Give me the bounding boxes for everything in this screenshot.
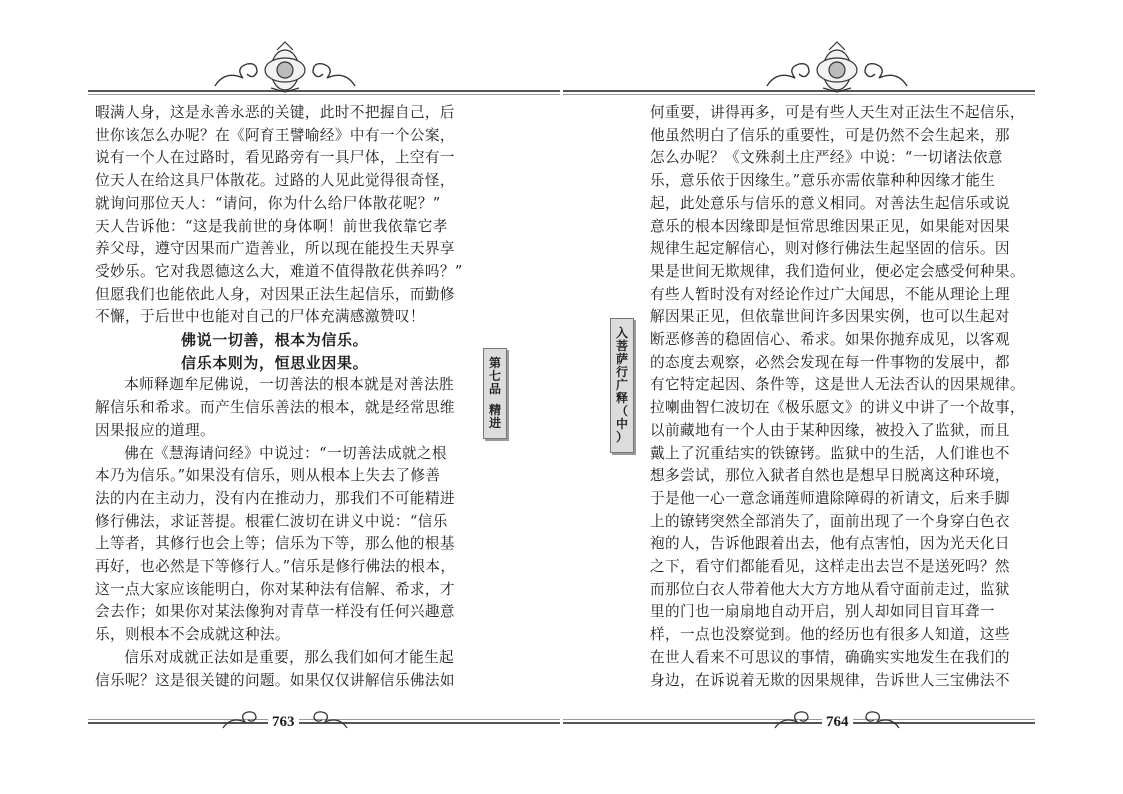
text-line: 说有一个人在过路时，看见路旁有一具尸体，上空有一 bbox=[95, 149, 455, 167]
cloud-scroll-icon bbox=[313, 64, 355, 86]
text-line: 样，一点也没察觉到。他的经历也有很多人知道，这些 bbox=[650, 626, 1010, 644]
text-line: 不懈，于后世中也能对自己的尸体充满感激赞叹！ bbox=[95, 308, 425, 326]
text-line: 果是世间无欺规律，我们造何业，便必定会感受何种果。 bbox=[650, 262, 1025, 280]
lotus-flower-icon bbox=[265, 42, 305, 92]
text-line: 何重要，讲得再多，可是有些人天生对正法生不起信乐， bbox=[650, 104, 1025, 121]
text-line: 乐，则根本不会成就这种法。 bbox=[95, 626, 290, 644]
text-line: 以前藏地有一个人由于某种因缘，被投入了监狱，而且 bbox=[650, 421, 1010, 439]
text-line: 天人告诉他：“这是我前世的身体啊！前世我依靠它孝 bbox=[95, 217, 448, 235]
left-page-body bbox=[95, 102, 475, 692]
side-tab-char: 精 bbox=[488, 403, 501, 417]
text-line: 起，此处意乐与信乐的意义相同。对善法生起信乐或说 bbox=[650, 194, 1010, 212]
verse-line: 佛说一切善，根本为信乐。 bbox=[181, 331, 369, 350]
left-side-tab-chapter bbox=[483, 348, 507, 439]
text-line: 会去作；如果你对某法像狗对青草一样没有任何兴趣意 bbox=[95, 603, 455, 621]
text-line: 世你该怎么办呢？在《阿育王譬喻经》中有一个公案， bbox=[95, 126, 455, 144]
text-line: 有些人暂时没有对经论作过广大闻思，不能从理论上理 bbox=[650, 285, 1010, 303]
text-line: 他虽然明白了信乐的重要性，可是仍然不会生起来，那 bbox=[650, 126, 1010, 144]
side-tab-char: 中 bbox=[615, 417, 628, 431]
cloud-scroll-icon bbox=[767, 64, 809, 86]
text-line: 戴上了沉重结实的铁镣铐。监狱中的生活，人们谁也不 bbox=[650, 444, 1010, 462]
text-line: 这一点大家应该能明白，你对某种法有信解、希求，才 bbox=[95, 580, 455, 598]
side-tab-char: 入 bbox=[615, 326, 628, 340]
text-line: 养父母，遵守因果而广造善业，所以现在能投生天界享 bbox=[95, 240, 455, 258]
side-tab-char: 释 bbox=[615, 391, 628, 405]
side-tab-char: 第 bbox=[488, 356, 501, 370]
text-line: 上等者，其修行也会上等；信乐为下等，那么他的根基 bbox=[95, 535, 455, 553]
cloud-scroll-icon bbox=[314, 712, 347, 728]
text-line: 信乐呢？这是很关键的问题。如果仅仅讲解信乐佛法如 bbox=[95, 671, 455, 689]
text-line: 的态度去观察，必然会发现在每一件事物的发展中，都 bbox=[650, 353, 1010, 371]
text-line: 位天人在给这具尸体散花。过路的人见此觉得很奇怪， bbox=[95, 172, 455, 190]
text-line: 本乃为信乐。”如果没有信乐，则从根本上失去了修善 bbox=[95, 467, 441, 485]
text-line: 里的门也一扇扇地自动开启，别人却如同目盲耳聋一 bbox=[650, 603, 995, 621]
right-page-body bbox=[650, 102, 1030, 692]
right-page-number: 764 bbox=[822, 714, 853, 731]
text-line: 断恶修善的稳固信心、希求。如果你抛弃成见，以客观 bbox=[650, 331, 1010, 349]
text-line: 修行佛法，求证菩提。根霍仁波切在讲义中说：“信乐 bbox=[95, 512, 448, 530]
side-tab-char: 广 bbox=[615, 378, 628, 392]
verse-line: 信乐本则为，恒思业因果。 bbox=[181, 353, 369, 372]
text-line: 意乐的根本因缘即是恒常思维因果正见，如果能对因果 bbox=[650, 217, 1010, 235]
text-line: 但愿我们也能依此人身，对因果正法生起信乐，而勤修 bbox=[95, 285, 455, 303]
side-tab-char: 萨 bbox=[615, 352, 628, 366]
side-tab-char: 菩 bbox=[615, 339, 628, 353]
lotus-flower-icon bbox=[817, 42, 857, 92]
text-line: 规律生起定解信心，则对修行佛法生起坚固的信乐。因 bbox=[650, 240, 1010, 258]
text-line: 再好，也必然是下等修行人。”信乐是修行佛法的根本， bbox=[95, 558, 456, 576]
text-line: 暇满人身，这是永善永恶的关键，此时不把握自己，后 bbox=[95, 104, 455, 121]
side-tab-char: 品 bbox=[488, 382, 501, 396]
text-line: 有它特定起因、条件等，这是世人无法否认的因果规律。 bbox=[650, 376, 1025, 394]
side-tab-char: 进 bbox=[488, 416, 501, 430]
text-line: 就询问那位天人：“请问，你为什么给尸体散花呢？” bbox=[95, 194, 441, 212]
cloud-scroll-icon bbox=[865, 64, 907, 86]
right-header-ornament bbox=[757, 40, 917, 94]
cloud-scroll-icon bbox=[866, 712, 899, 728]
text-line: 身边，在诉说着无欺的因果规律，告诉世人三宝佛法不 bbox=[650, 671, 1010, 689]
side-tab-char: 七 bbox=[488, 369, 501, 383]
side-tab-char: 行 bbox=[615, 365, 628, 379]
text-line: 佛在《慧海请问经》中说过：“一切善法成就之根 bbox=[124, 444, 447, 462]
text-line: 而那位白衣人带着他大大方方地从看守面前走过，监狱 bbox=[650, 580, 1010, 598]
cloud-scroll-icon bbox=[215, 64, 257, 86]
left-page-number: 763 bbox=[268, 714, 299, 731]
text-line: 在世人看来不可思议的事情，确确实实地发生在我们的 bbox=[650, 648, 1010, 666]
text-line: 法的内在主动力，没有内在推动力，那我们不可能精进 bbox=[95, 489, 455, 507]
text-line: 信乐对成就正法如是重要，那么我们如何才能生起 bbox=[124, 648, 455, 666]
text-line: 解因果正见，但依靠世间许多因果实例，也可以生起对 bbox=[650, 308, 1010, 326]
text-line: 上的镣铐突然全部消失了，面前出现了一个身穿白色衣 bbox=[650, 512, 1010, 530]
text-line: 受妙乐。它对我恩德这么大，难道不值得散花供养吗？” bbox=[95, 262, 463, 280]
right-side-tab-book-title bbox=[610, 318, 634, 453]
side-tab-char: ） bbox=[615, 430, 628, 444]
text-line: 本师释迦牟尼佛说，一切善法的根本就是对善法胜 bbox=[124, 376, 455, 394]
text-line: 想多尝试，那位入狱者自然也是想早日脱离这种环境， bbox=[650, 467, 1010, 485]
cloud-scroll-icon bbox=[775, 712, 808, 728]
text-line: 于是他一心一意念诵莲师遣除障碍的祈请文，后来手脚 bbox=[650, 489, 1010, 507]
text-line: 拉喇曲智仁波切在《极乐愿文》的讲义中讲了一个故事， bbox=[650, 399, 1025, 417]
text-line: 解信乐和希求。而产生信乐善法的根本，就是经常思维 bbox=[95, 399, 455, 417]
text-line: 乐，意乐依于因缘生。”意乐亦需依靠种种因缘才能生 bbox=[650, 172, 996, 190]
cloud-scroll-icon bbox=[223, 712, 256, 728]
text-line: 怎么办呢？《文殊刹土庄严经》中说：“一切诸法依意 bbox=[650, 149, 1003, 167]
text-line: 袍的人，告诉他跟着出去，他有点害怕，因为光天化日 bbox=[650, 535, 1010, 553]
text-line: 因果报应的道理。 bbox=[95, 421, 215, 439]
side-tab-char: （ bbox=[615, 404, 628, 418]
left-header-ornament bbox=[205, 40, 365, 94]
text-line: 之下，看守们都能看见，这样走出去岂不是送死吗？然 bbox=[650, 558, 1010, 576]
